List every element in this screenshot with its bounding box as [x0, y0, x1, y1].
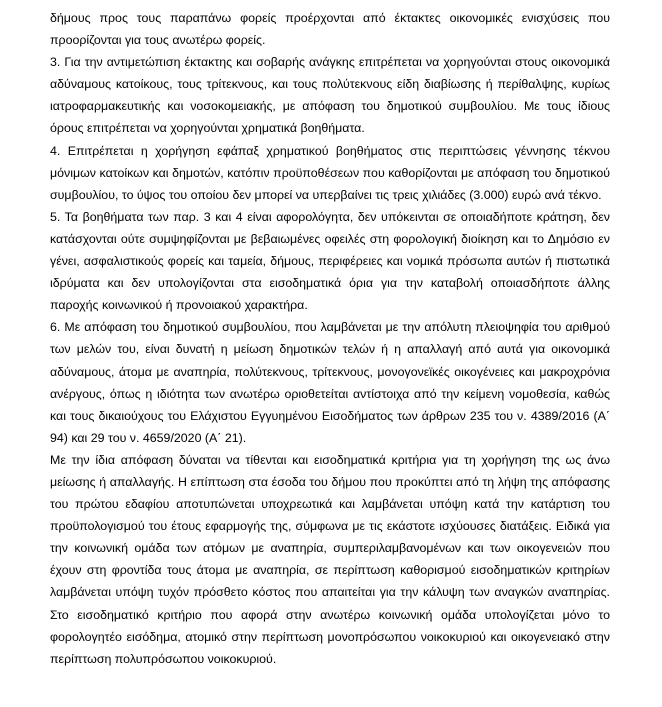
paragraph-6-continued: Με την ίδια απόφαση δύναται να τίθενται και εισοδηματικά κριτήρια για τη χορήγηση της ως άνω μείωσης ή απαλλαγής. Η επίπτωση στα έσοδα του δήμου που προκύπτει από τη λήψη της απόφασης του πρώτου εδαφίου αποτυπώνεται υποχρεωτικά και λαμβάνεται υπόψη κατά την κατάρτιση του προϋπολογισμού του έτους εφαρμογής της, σύμφωνα με τις εκάστοτε ισχύουσες διατάξεις. Ειδικά για την κοινωνική ομάδα των ατόμων με αναπηρία, συμπεριλαμβανομένων και των οικογενειών που έχουν στη φροντίδα τους άτομα με αναπηρία, σε περίπτωση καθορισμού εισοδηματικών κριτηρίων λαμβάνεται υπόψη τυχόν πρόσθετο κόστος που απαιτείται για την κάλυψη των αναγκών αναπηρίας. Στο εισοδηματικό κριτήριο που αφορά στην ανωτέρω κοινωνική ομάδα υπολογίζεται μόνο το φορολογητέο εισόδημα, ατομικό στην περίπτωση μονοπρόσωπου νοικοκυριού και οικογενειακό στην περίπτωση πολυπρόσωπου νοικοκυριού.: [50, 452, 610, 666]
paragraph-6: 6. Με απόφαση του δημοτικού συμβουλίου, που λαμβάνεται με την απόλυτη πλειοψηφία του αριθμού των μελών του, είναι δυνατή η μείωση δημοτικών τελών ή η απαλλαγή από αυτά για οικονομικά αδύναμους, άτομα με αναπηρία, πολύτεκνους, τρίτεκνους, μονογονεϊκές οικογένειες και μακροχρόνια ανέργους, όπως η ιδιότητα των ανωτέρω οριοθετείται αντίστοιχα από την κείμενη νομοθεσία, καθώς και τους δικαιούχους του Ελάχιστου Εγγυημένου Εισοδήματος των άρθρων 235 του ν. 4389/2016 (Α΄ 94) και 29 του ν. 4659/2020 (Α΄ 21).: [50, 320, 610, 445]
document-page: [50, 7, 610, 670]
paragraph-continuation: δήμους προς τους παραπάνω φορείς προέρχονται από έκτακτες οικονομικές ενισχύσεις που προορίζονται για τους ανωτέρω φορείς.: [50, 11, 610, 48]
paragraph-5: 5. Τα βοηθήματα των παρ. 3 και 4 είναι αφορολόγητα, δεν υπόκεινται σε οποιαδήποτε κράτηση, δεν κατάσχονται ούτε συμψηφίζονται με βεβαιωμένες οφειλές στη φορολογική διοίκηση και το Δημόσιο εν γένει, ασφαλιστικούς φορείς και ταμεία, δήμους, περιφέρειες και νομικά πρόσωπα αυτών ή πιστωτικά ιδρύματα και δεν υπολογίζονται στα εισοδηματικά όρια για την καταβολή οποιασδήποτε άλλης παροχής κοινωνικού ή προνοιακού χαρακτήρα.: [50, 209, 610, 313]
paragraph-4: 4. Επιτρέπεται η χορήγηση εφάπαξ χρηματικού βοηθήματος στις περιπτώσεις γέννησης τέκνου μόνιμων κατοίκων και δημοτών, κατόπιν προϋποθέσεων που καθορίζονται με απόφαση του δημοτικού συμβουλίου, το ύψος του οποίου δεν μπορεί να υπερβαίνει τις τρεις χιλιάδες (3.000) ευρώ ανά τέκνο.: [50, 143, 610, 202]
paragraph-3: 3. Για την αντιμετώπιση έκτακτης και σοβαρής ανάγκης επιτρέπεται να χορηγούνται στους οικονομικά αδύναμους κατοίκους, τους τρίτεκνους, και τους πολύτεκνους είδη διαβίωσης ή περίθαλψης, κυρίως ιατροφαρμακευτικής και νοσοκομειακής, με απόφαση του δημοτικού συμβουλίου. Με τους ίδιους όρους επιτρέπεται να χορηγούνται χρηματικά βοηθήματα.: [50, 55, 610, 136]
